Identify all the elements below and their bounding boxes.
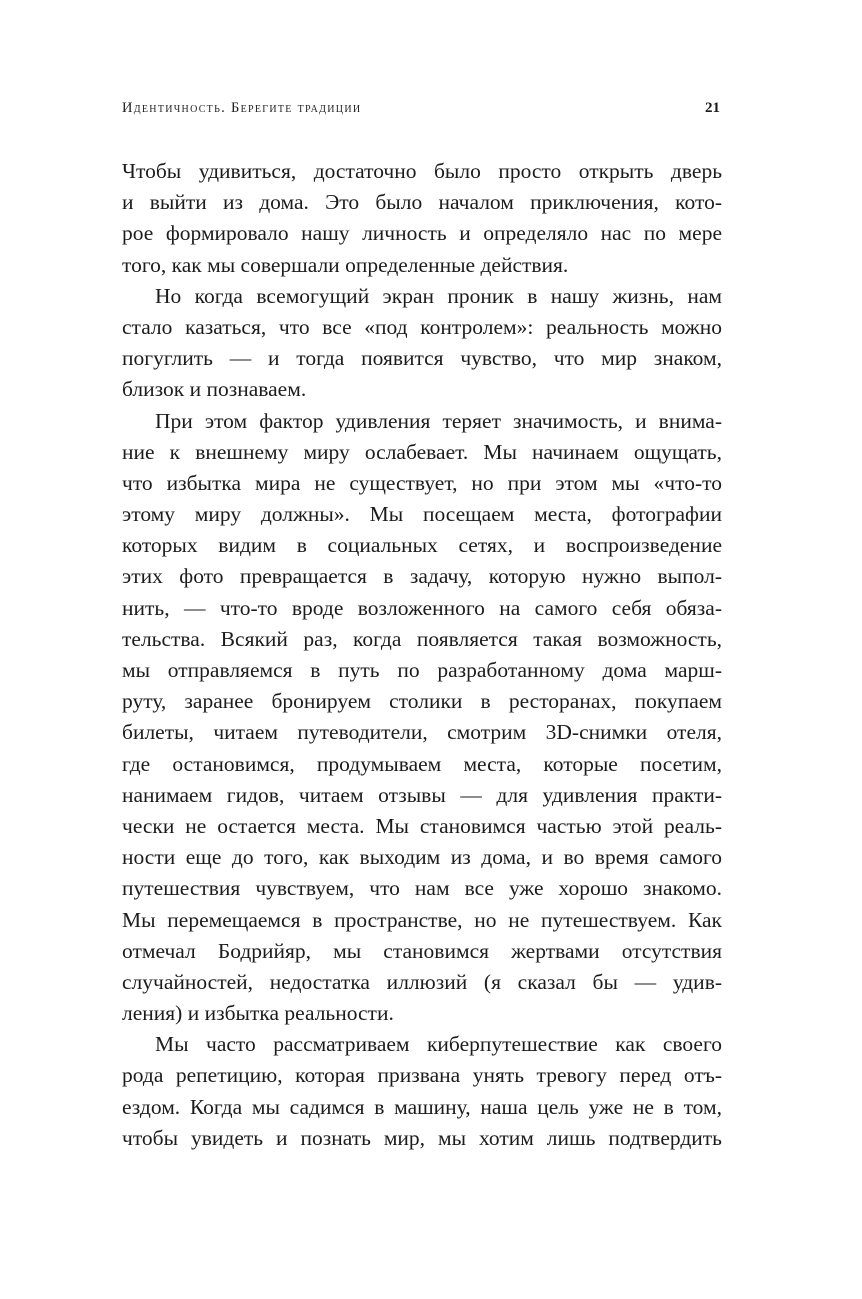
text-line: билеты, читаем путеводители, смотрим 3D-снимки отеля, bbox=[122, 720, 722, 745]
text-line: этому миру должны». Мы посещаем места, фотографии bbox=[122, 502, 722, 527]
text-line: ности еще до того, как выходим из дома, и во время самого bbox=[122, 845, 722, 870]
text-line: этих фото превращается в задачу, которую нужно выпол- bbox=[122, 564, 722, 589]
text-line: Чтобы удивиться, достаточно было просто открыть дверь bbox=[122, 159, 722, 183]
text-line: Мы перемещаемся в пространстве, но не путешествуем. Как bbox=[122, 907, 722, 932]
text-line: нанимаем гидов, читаем отзывы — для удивления практи- bbox=[122, 782, 722, 807]
text-line: случайностей, недостатка иллюзий (я сказал бы — удив- bbox=[122, 969, 722, 994]
text-line: Мы часто рассматриваем киберпутешествие как своего bbox=[155, 1032, 722, 1057]
text-line: стало казаться, что все «под контролем»: реальность можно bbox=[122, 314, 722, 339]
text-line: погуглить — и тогда появится чувство, что мир знаком, bbox=[122, 346, 722, 371]
text-line: что избытка мира не существует, но при этом мы «что-то bbox=[122, 470, 722, 495]
text-line: которых видим в социальных сетях, и воспроизведение bbox=[122, 533, 722, 558]
text-line: того, как мы совершали определенные действия. bbox=[122, 252, 569, 277]
text-line: путешествия чувствуем, что нам все уже хорошо знакомо. bbox=[122, 876, 722, 901]
text-line: и выйти из дома. Это было началом приключения, кото- bbox=[122, 190, 722, 215]
text-line: близок и познаваем. bbox=[122, 377, 307, 402]
text-line: чтобы увидеть и познать мир, мы хотим лишь подтвердить bbox=[122, 1125, 722, 1150]
text-line: чески не остается места. Мы становимся частью этой реаль- bbox=[122, 813, 722, 838]
paragraph bbox=[122, 281, 722, 406]
text-line: нить, — что-то вроде возложенного на самого себя обяза- bbox=[122, 595, 722, 620]
running-head bbox=[122, 98, 722, 118]
text-line: рода репетицию, которая призвана унять тревогу перед отъ- bbox=[122, 1063, 722, 1088]
paragraph bbox=[122, 1029, 722, 1154]
page-number: 21 bbox=[705, 100, 720, 116]
paragraph bbox=[122, 156, 722, 281]
text-line: ние к внешнему миру ослабевает. Мы начинаем ощущать, bbox=[122, 439, 722, 464]
text-line: отмечал Бодрийяр, мы становимся жертвами отсутствия bbox=[122, 938, 722, 963]
text-line: рое формировало нашу личность и определяло нас по мере bbox=[122, 221, 722, 246]
text-line: мы отправляемся в путь по разработанному дома марш- bbox=[122, 658, 722, 682]
paragraph bbox=[122, 406, 722, 1030]
text-line: ездом. Когда мы садимся в машину, наша цель уже не в том, bbox=[122, 1094, 722, 1119]
text-line: При этом фактор удивления теряет значимость, и внима- bbox=[155, 408, 722, 433]
text-line: Но когда всемогущий экран проник в нашу жизнь, нам bbox=[155, 283, 722, 308]
running-title: Идентичность. Берегите традиции bbox=[122, 100, 362, 116]
text-line: тельства. Всякий раз, когда появляется такая возможность, bbox=[122, 626, 722, 651]
text-line: где остановимся, продумываем места, которые посетим, bbox=[122, 751, 722, 776]
body-text bbox=[122, 156, 722, 1154]
text-line: ления) и избытка реальности. bbox=[122, 1001, 394, 1026]
text-line: руту, заранее бронируем столики в ресторанах, покупаем bbox=[122, 689, 722, 714]
